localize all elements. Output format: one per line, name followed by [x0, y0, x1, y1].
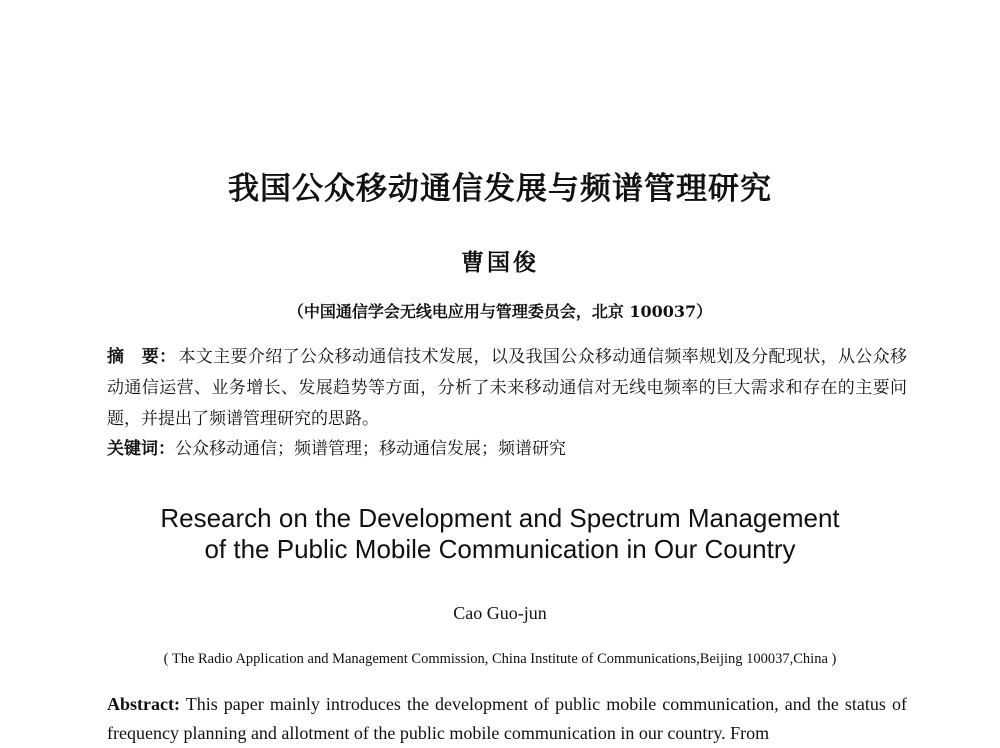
chinese-affiliation: （中国通信学会无线电应用与管理委员会，北京 100037） — [287, 302, 713, 321]
chinese-keywords-text: 公众移动通信；频谱管理；移动通信发展；频谱研究 — [175, 439, 566, 459]
english-title-line1: Research on the Development and Spectrum Management — [160, 503, 840, 533]
english-abstract-text: This paper mainly introduces the development of public mobile communication, and the status of frequency planning and allotment of the public mobile communication in our country. From — [107, 694, 907, 743]
chinese-abstract-text: 本文主要介绍了公众移动通信技术发展，以及我国公众移动通信频率规划及分配现状，从公众移动通信运营、业务增长、发展趋势等方面，分析了未来移动通信对无线电频率的巨大需求和存在的主要问题，并提出了频谱管理研究的思路。 — [107, 347, 908, 429]
english-title-line2: of the Public Mobile Communication in Our Country — [204, 534, 796, 564]
chinese-title: 我国公众移动通信发展与频谱管理研究 — [228, 171, 772, 207]
chinese-abstract-label: 摘 要： — [107, 347, 177, 367]
english-author: Cao Guo-jun — [453, 603, 547, 623]
chinese-keywords — [107, 435, 907, 463]
chinese-author: 曹国俊 — [461, 249, 539, 276]
english-affiliation: ( The Radio Application and Management Commission, China Institute of Communications,Beijing 100037,China ) — [163, 651, 837, 667]
chinese-keywords-label: 关键词： — [107, 439, 175, 459]
english-title — [0, 503, 1000, 565]
english-abstract — [107, 690, 907, 748]
chinese-abstract — [107, 342, 907, 435]
english-abstract-label: Abstract: — [107, 694, 180, 714]
